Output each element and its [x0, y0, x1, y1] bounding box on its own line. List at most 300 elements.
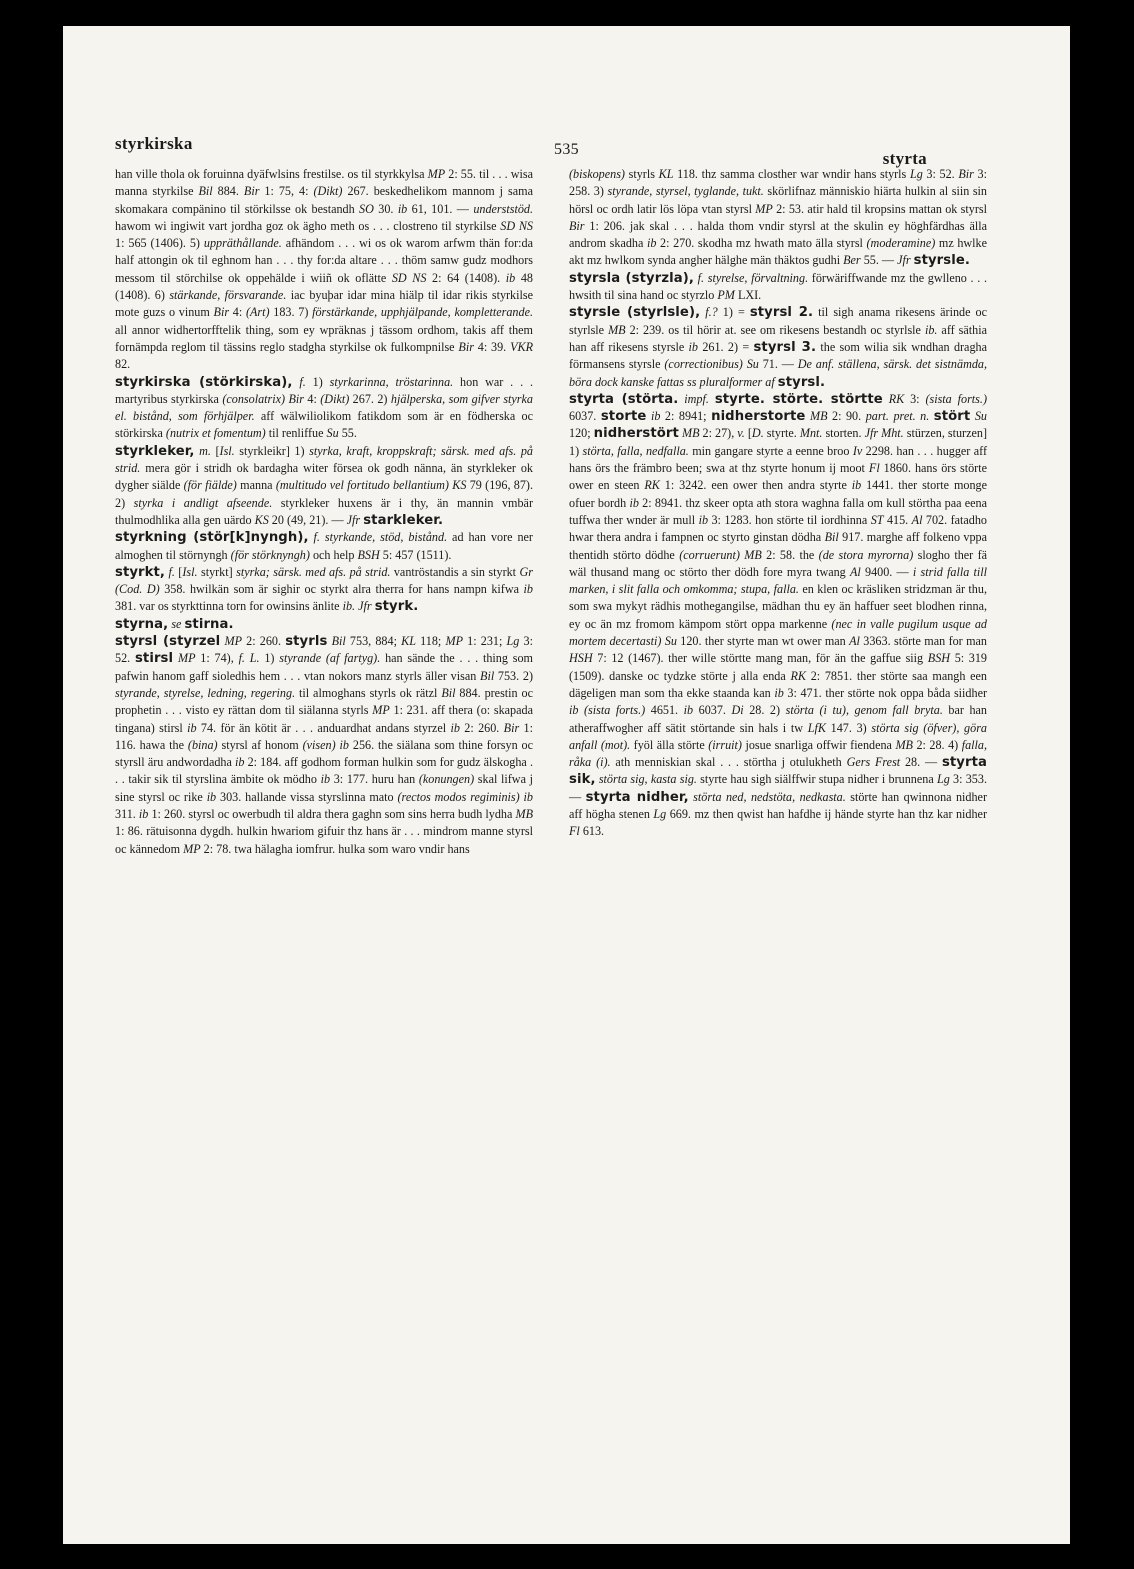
headword: styrte. störte. störtte	[714, 391, 883, 407]
italic-text: Iv	[852, 443, 863, 458]
entry-text: 4651.	[645, 703, 684, 718]
italic-text: part. pret. n.	[865, 409, 930, 424]
italic-text: Gr (Cod. D)	[115, 564, 533, 597]
entry-text: 2298. han . . . hugger aff hans örs the främbro been; swa at thz styrte honum ij moot	[569, 443, 987, 476]
entry-text: 1: 206. jak skal . . . halda thom vndir styrsl at the skulin ey höghfärdhas älla androm skadha	[569, 218, 987, 251]
entry-text: 2: 90.	[827, 409, 866, 424]
italic-text: PM	[717, 288, 735, 303]
entry-text: 2: 58. the	[761, 547, 819, 562]
dictionary-entry	[115, 529, 533, 564]
italic-text: styrande, styrelse, ledning, regering.	[115, 685, 296, 700]
entry-text: störte han qwinnona nidher aff högha stenen	[569, 789, 987, 821]
entry-text: 884. prestin oc prophetin . . . visto ey rättan dom til siälanna styrls	[115, 685, 533, 718]
entry-text: 2: 64 (1408).	[426, 270, 506, 285]
italic-text: (correctionibus)	[664, 357, 743, 372]
entry-text: 147. 3)	[825, 720, 872, 735]
entry-text: LXI.	[734, 288, 762, 303]
entry-text: och help	[309, 547, 358, 562]
italic-text: Bil	[198, 184, 213, 199]
entry-text: 79 (196, 87). 2)	[115, 478, 533, 510]
italic-text: förstärkande, upphjälpande, kompletterande.	[312, 305, 533, 320]
entry-text: [	[744, 426, 752, 441]
italic-text: Bil	[480, 668, 495, 683]
entry-text: 303. hallande vissa styrslinna mato	[216, 789, 398, 804]
dictionary-entry	[115, 166, 533, 374]
entry-text: 267. 2)	[349, 391, 391, 406]
entry-text: en klen oc kräsliken stridzman är thu, som swa mykyt rädhis mothegangilse, mädhan thu ey än haffuer seet blodhen rinna, ey oc än mz fromom kämpom stört oppa markenne	[569, 582, 987, 631]
italic-text: Isl.	[219, 443, 235, 458]
entry-text: 6037.	[693, 703, 732, 718]
entry-text: til sigh anama rikesens ärinde oc styrlsle	[569, 305, 987, 337]
italic-text: SO	[359, 201, 374, 216]
entry-text: stürzen, sturzen] 1)	[569, 426, 987, 458]
entry-text: 753. 2)	[494, 668, 533, 683]
headword: styrta (störta.	[569, 391, 679, 407]
page-number: 535	[554, 141, 579, 158]
italic-text: Jfr	[864, 426, 879, 441]
italic-text: Al	[911, 512, 923, 527]
italic-text: MP	[224, 634, 242, 649]
entry-text: 3: 52.	[922, 167, 959, 181]
italic-text: ib	[505, 270, 516, 285]
italic-text: VKR	[510, 339, 533, 354]
entry-text: 1: 3242. een ower then andra styrte	[659, 478, 852, 493]
entry-text: 1)	[305, 374, 330, 389]
headword: styrls	[285, 634, 328, 650]
entry-text: 2: 184. aff godhom forman hulkin som for gudz älskogha . . . takir sik til styrslina ämbite ok mödho	[115, 755, 533, 787]
headword: styrsl 2.	[749, 305, 814, 321]
italic-text: ib.	[342, 599, 356, 614]
italic-text: hjälperska, som gifver styrka el. bistånd, som förhjälper.	[115, 391, 533, 424]
italic-text: (konungen)	[418, 772, 475, 787]
italic-text: (rectos modos regiminis)	[397, 789, 520, 804]
italic-text: BSH	[357, 547, 380, 562]
italic-text: störta, falla, nedfalla.	[582, 443, 689, 458]
italic-text: v.	[737, 426, 745, 441]
italic-text: Jfr	[358, 599, 372, 614]
italic-text: f.	[168, 564, 175, 579]
entry-text: vantröstandis a sin styrkt	[390, 564, 520, 579]
entry-text: til almoghans styrls ok rätzl	[295, 685, 442, 700]
italic-text: styrka; särsk. med afs. på strid.	[236, 564, 391, 579]
italic-text: ib	[450, 720, 460, 735]
italic-text: styrande (af fartyg).	[279, 651, 381, 666]
italic-text: underststöd.	[473, 201, 534, 216]
italic-text: styrkarinna, tröstarinna.	[329, 374, 454, 389]
entry-text: 3363. störte man for man	[859, 634, 987, 649]
italic-text: MB	[895, 737, 913, 752]
italic-text: Bir	[288, 391, 304, 406]
italic-text: styrka, kraft, kroppskraft; särsk. med afs. på strid.	[115, 443, 533, 476]
right-column	[569, 166, 987, 841]
italic-text: störta sig, kasta sig.	[598, 772, 697, 787]
italic-text: ib	[320, 772, 331, 787]
entry-text: 1)	[259, 651, 280, 666]
entry-text: styrkt]	[197, 564, 237, 579]
italic-text: Al	[849, 634, 860, 649]
italic-text: styrka i andligt afseende.	[133, 495, 273, 510]
dictionary-entry	[115, 564, 533, 616]
italic-text: MP	[445, 634, 463, 649]
entry-text: 3: 177. huru han	[330, 772, 419, 787]
entry-text: 256. the siälana som thine forsyn oc styrsll äru andwordadha	[115, 737, 533, 770]
headword: stört	[933, 409, 971, 425]
entry-text: 1: 74),	[195, 651, 239, 666]
headword: styrkt,	[115, 564, 166, 580]
italic-text: BSH	[927, 651, 951, 666]
italic-text: RK	[644, 478, 660, 493]
entry-text: han ville thola ok foruinna dyäfwlsins frestilse. os til styrkkylsa	[115, 167, 428, 181]
dictionary-entry	[115, 633, 533, 858]
italic-text: De anf. ställena, särsk. det sistnämda, böra dock kanske fattas ss pluralformer af	[569, 357, 988, 389]
headword: stirsl	[134, 651, 174, 667]
entry-text: hon war . . . martyribus styrkirska	[115, 374, 534, 406]
headword: styrsl 3.	[753, 339, 817, 355]
italic-text: se	[171, 616, 182, 631]
dictionary-entry	[569, 270, 987, 305]
italic-text: (Dikt)	[320, 391, 350, 406]
entry-text: styrls	[624, 167, 659, 181]
headword: styrsl (styrzel	[115, 634, 221, 650]
italic-text: Bil	[824, 530, 839, 545]
headword: styrta nidher,	[585, 789, 689, 805]
italic-text: (de stora myrorna)	[818, 547, 914, 562]
headword: storte	[600, 409, 647, 425]
entry-text: aff säthia han aff rikesens styrsle	[569, 322, 987, 354]
dictionary-entry	[569, 166, 987, 270]
dictionary-entry	[569, 304, 987, 390]
entry-text: styrsl af honom	[217, 737, 303, 752]
entry-text: 1: 231. aff thera (o: skapada tingana) stirsl	[115, 703, 533, 735]
entry-text: 3: 52.	[115, 634, 533, 666]
italic-text: KS	[254, 512, 269, 527]
italic-text: Bir	[458, 339, 474, 354]
entry-text: 2: 270. skodha mz hwath mato älla styrsl	[656, 236, 867, 251]
entry-text: 415.	[883, 512, 912, 527]
entry-text: 2: 55. til . . . wisa manna styrkilse	[115, 167, 533, 199]
entry-text: 3: 471. ther störte nok oppa båda siidher	[783, 685, 988, 700]
entry-text: all annor widhertorfftelik thing, som ey wpräknas j tässom ordhom, takis aff them fornämpda reglom til tässins reglo stadgha styrkilse ok fulkompnilse	[115, 322, 533, 354]
left-column	[115, 166, 533, 858]
italic-text: Bir	[958, 167, 974, 181]
entry-text: 1: 75, 4:	[259, 184, 314, 199]
entry-text: mz hwlke akt mz hwlkom synda angher hälghe män thäktos gudhi	[569, 236, 987, 268]
italic-text: Ber	[843, 253, 861, 268]
italic-text: Bir	[569, 218, 585, 233]
entry-text: 6037.	[569, 409, 601, 424]
entry-text: 753, 884;	[345, 634, 402, 649]
italic-text: (moderamine)	[866, 236, 936, 251]
entry-text: 61, 101. —	[407, 201, 474, 216]
entry-text: 20 (49, 21). —	[268, 512, 347, 527]
italic-text: (Dikt)	[313, 184, 343, 199]
italic-text: (nec in valle pugilum usque ad mortem decertasti)	[569, 616, 988, 649]
entry-text: han sände the . . . thing som pafwin hanom gaff sioledhis hem . . . vtan nokors manz styrls äller visan	[115, 651, 533, 683]
italic-text: Lg	[506, 634, 520, 649]
entry-text: josue snarliga offwir fiendena	[741, 737, 896, 752]
entry-text: 55. —	[860, 253, 898, 268]
entry-text: styrkleker huxens är i thy, än mannin vmbär thulmodhlika alla gen uärdo	[115, 495, 533, 527]
headword: styrsl.	[777, 374, 826, 390]
entry-text: afhändom . . . wi os ok warom arfwm thän for:da half attongin ok til eghnom han . . . thy for:da altare . . . thöm samw gudz modhors messom til störchilse ok oppehälde i wiiñ ok oflätte	[115, 236, 534, 285]
entry-text: 183. 7)	[269, 305, 313, 320]
italic-text: störta (i tu), genom fall bryta.	[785, 703, 943, 718]
italic-text: Mnt.	[799, 426, 823, 441]
italic-text: ib	[647, 236, 657, 251]
entry-text: 2: 260.	[459, 720, 504, 735]
entry-text: iac byuþar idar mina hiälp til idar rikis styrkilse mote guzs o vinum	[115, 288, 533, 320]
italic-text: RK	[888, 391, 905, 406]
entry-text: 2: 78. twa hälagha iomfrur. hulka som waro vndir hans	[200, 841, 470, 856]
italic-text: ib	[397, 201, 408, 216]
italic-text: Bir	[503, 720, 520, 735]
italic-text: Bil	[441, 685, 456, 700]
italic-text: Jfr	[897, 253, 911, 268]
italic-text: f.	[313, 530, 320, 545]
entry-text: slogho ther fä wäl thusand mang oc störto ther dödh fore myra twang	[569, 547, 988, 579]
italic-text: (Art)	[245, 305, 270, 320]
headword: nidherstorte	[711, 409, 806, 425]
italic-text: ib	[774, 685, 784, 700]
entry-text: 120;	[569, 426, 594, 441]
italic-text: ib	[235, 755, 245, 770]
italic-text: Lg	[653, 806, 667, 821]
italic-text: ib	[339, 737, 349, 752]
dictionary-entry	[115, 443, 533, 529]
italic-text: ib	[206, 789, 217, 804]
italic-text: uppräthållande.	[203, 236, 282, 251]
italic-text: MP	[427, 167, 446, 181]
italic-text: styrkande, stöd, bistånd.	[324, 530, 448, 545]
entry-text: aff wälwiliolikom fatikdom som är en födherska oc störkirska	[115, 409, 533, 441]
italic-text: f. L.	[238, 651, 260, 666]
italic-text: ib	[523, 789, 533, 804]
italic-text: ib	[851, 478, 862, 493]
headword: stirna.	[184, 616, 234, 632]
italic-text: (för fiälde)	[183, 478, 237, 493]
italic-text: LfK	[807, 720, 826, 735]
italic-text: Bir	[243, 184, 260, 199]
entry-text: 28. —	[900, 755, 942, 770]
italic-text: impf.	[684, 391, 709, 406]
italic-text: (visen)	[302, 737, 336, 752]
entry-text: 1: 86. rätuisonna dygdh. hulkin hwariom gifuir thz hans är . . . mindrom manne styrsl oc kännedom	[115, 824, 533, 856]
headword: styrsle (styrlsle),	[569, 305, 701, 321]
italic-text: ib	[683, 703, 694, 718]
entry-text: förwäriffwande mz the gwlleno . . . hwsith til sina hand oc styrzlo	[569, 270, 987, 303]
italic-text: MP	[372, 703, 390, 718]
running-head-left: styrkirska	[115, 134, 193, 153]
italic-text: Di	[731, 703, 744, 718]
entry-text: 5: 457 (1511).	[379, 547, 452, 562]
italic-text: MP	[755, 201, 773, 216]
italic-text: ib (sista forts.)	[569, 703, 646, 718]
entry-text: [	[210, 443, 220, 458]
italic-text: KS	[452, 478, 467, 493]
italic-text: falla, råka (i).	[569, 737, 987, 770]
italic-text: Bil	[331, 634, 346, 649]
entry-text: 82.	[115, 357, 131, 372]
entry-text: 613.	[579, 824, 605, 839]
italic-text: (consolatrix)	[222, 391, 286, 406]
italic-text: ib	[187, 720, 197, 735]
italic-text: Bir	[213, 305, 230, 320]
italic-text: störta ned, nedstöta, nedkasta.	[693, 789, 846, 804]
headword: styrna,	[115, 616, 169, 632]
entry-text: 358. hwilkän som är sighir oc styrkt alra therra for hans nampn kifwa	[159, 582, 524, 597]
italic-text: HSH	[569, 651, 593, 666]
entry-text: 2: 7851. ther störte saa mangh een dägeligen man som tha ekke staanda kan	[569, 668, 987, 700]
entry-text: 3: 1283. hon störte til iordhinna	[708, 512, 871, 527]
italic-text: stärkande, försvarande.	[169, 288, 287, 303]
italic-text: Su	[746, 357, 759, 372]
italic-text: ib	[629, 495, 639, 510]
entry-text: fyöl älla störte	[630, 737, 709, 752]
italic-text: ST	[870, 512, 884, 527]
entry-text: 4:	[303, 391, 321, 406]
entry-text: 2: 53. atir hald til kropsins mattan ok styrsl	[772, 201, 987, 216]
entry-text: the som wilia sik wndhan dragha förmansens styrsle	[569, 339, 987, 372]
italic-text: KL	[401, 634, 416, 649]
italic-text: Fl	[569, 824, 580, 839]
italic-text: i strid falla till marken, i slit falla och omkomma; stupa, falla.	[569, 564, 987, 597]
italic-text: Lg	[909, 167, 923, 181]
entry-text: styrkleikr] 1)	[234, 443, 310, 458]
dictionary-entry	[569, 391, 987, 841]
italic-text: RK	[790, 668, 806, 683]
running-head-right: styrta	[882, 149, 927, 168]
italic-text: ib	[698, 512, 709, 527]
entry-text: 311.	[115, 806, 139, 821]
headword: styrkirska (störkirska),	[115, 374, 293, 390]
italic-text: MP	[183, 841, 201, 856]
italic-text: (biskopens)	[569, 167, 625, 181]
entry-text: bar han atheraffwogher aff sätit störtande sin hals i tw	[569, 703, 987, 735]
entry-text: 4:	[229, 305, 246, 320]
italic-text: m.	[199, 443, 211, 458]
headword: styrsle.	[913, 253, 971, 269]
entry-text: [	[174, 564, 183, 579]
entry-text: til renliffue	[265, 426, 327, 441]
entry-text: 5: 319 (1509). danske oc tydzke störte j alla enda	[569, 651, 987, 683]
italic-text: MB	[608, 322, 626, 337]
italic-text: D.	[751, 426, 764, 441]
entry-text: 3: 258. 3)	[569, 167, 987, 199]
headword: starkleker.	[363, 512, 444, 528]
italic-text: Su	[326, 426, 339, 441]
entry-text: 71. —	[758, 357, 798, 372]
headword: styrk.	[374, 599, 419, 615]
italic-text: (för störknyngh)	[230, 547, 310, 562]
italic-text: Gers Frest	[846, 755, 901, 770]
entry-text: 669. mz then qwist han hafdhe ij hände styrte han thz kar nidher	[666, 806, 987, 821]
entry-text: styrte hau sigh siälffwir stupa nidher i brunnena	[696, 772, 937, 787]
entry-text: 267. beskedhelikom mannom j sama skomakara compänino til störkilsse ok bestandh	[115, 184, 533, 216]
italic-text: Mht.	[881, 426, 904, 441]
italic-text: Su	[974, 409, 987, 424]
entry-text: 381. var os styrkttinna torn for owinsins änlite	[115, 599, 343, 614]
italic-text: (irruit)	[708, 737, 742, 752]
entry-text: 118. thz samma closther war wndir hans styrls	[673, 167, 910, 181]
italic-text: (sista forts.)	[925, 391, 987, 406]
entry-text: styrte.	[763, 426, 800, 441]
entry-text: 1860. hans örs störte ower en steen	[569, 461, 987, 493]
italic-text: styrelse, förvaltning.	[707, 270, 809, 285]
italic-text: MB	[744, 547, 762, 562]
italic-text: ib	[650, 409, 661, 424]
entry-text: ath menniskian skal . . . störtha j otulukheth	[610, 755, 847, 770]
entry-text: 1: 231;	[462, 634, 507, 649]
headword: styrsla (styrzla),	[569, 270, 694, 286]
italic-text: MP	[177, 651, 196, 666]
headword: styrkning (stör[k]nyngh),	[115, 530, 309, 546]
italic-text: Isl.	[182, 564, 198, 579]
entry-text: 702. fatadho hwar thera andra i fampnen oc styrto ginstan dödha	[569, 512, 987, 545]
entry-text: 28. 2)	[743, 703, 786, 718]
entry-text: 917. marghe aff folkeno vppa thentidh störto dödhe	[569, 530, 987, 562]
entry-text: mera gör i stridh ok bardagha witer försea ok godh nänna, än styrkleker ok dygher siälde	[115, 461, 533, 493]
headword: styrta sik,	[569, 755, 987, 788]
entry-text: hawom wi ingiwit vart jordha goz ok ägho meth os . . . clostreno til styrkilse	[115, 218, 501, 233]
entry-text: 2: 28. 4)	[912, 737, 962, 752]
entry-text: storten.	[822, 426, 865, 441]
italic-text: styrande, styrsel, tyglande, tukt.	[607, 184, 764, 199]
entry-text: 7: 12 (1467). ther wille störtte mang man, för än the gaffue siig	[592, 651, 928, 666]
italic-text: (bina)	[187, 737, 218, 752]
italic-text: ib.	[924, 322, 938, 337]
italic-text: ib	[688, 339, 698, 354]
headword: styrkleker,	[115, 443, 195, 459]
entry-text: 1: 565 (1406). 5)	[115, 236, 204, 251]
italic-text: Fl	[868, 461, 880, 476]
entry-text: 2: 27),	[699, 426, 738, 441]
italic-text: f.?	[705, 305, 718, 320]
italic-text: Jfr	[346, 512, 361, 527]
entry-text: 2: 8941;	[660, 409, 712, 424]
italic-text: ib	[523, 582, 533, 597]
entry-text: 2: 8941. thz skeer opta ath stora waghna falla om kull störtha paa eena tuffwa ther wnder är mull	[569, 495, 987, 527]
italic-text: störta sig (öfver), göra anfall (mot).	[569, 720, 987, 752]
entry-text: 261. 2) =	[698, 339, 754, 354]
entry-text: 1441. ther storte monge ofuer bordh	[569, 478, 987, 510]
entry-text: 3: 353. —	[569, 772, 987, 804]
italic-text: MB	[681, 426, 700, 441]
entry-text: ad han vore ner almoghen til störnyngh	[115, 530, 533, 562]
entry-text: 30.	[373, 201, 398, 216]
entry-text: skal lifwa j sine styrsl oc rike	[115, 772, 533, 804]
italic-text: f.	[299, 374, 306, 389]
entry-text: 2: 239. os til hörir at. see om rikesens bestandh oc styrlsle	[625, 322, 925, 337]
italic-text: Al	[849, 564, 861, 579]
italic-text: KL	[658, 167, 674, 181]
entry-text: 2: 260.	[241, 634, 286, 649]
italic-text: MB	[809, 409, 828, 424]
dictionary-entry	[115, 374, 533, 443]
italic-text: f.	[697, 270, 705, 285]
italic-text: Su	[664, 634, 677, 649]
entry-text: 1: 116. hawa the	[115, 720, 533, 752]
entry-text: 55.	[338, 426, 357, 441]
entry-text: 9400. —	[860, 564, 913, 579]
entry-text: 884.	[212, 184, 244, 199]
entry-text: manna	[236, 478, 276, 493]
entry-text: 118;	[415, 634, 446, 649]
italic-text: ib	[138, 806, 149, 821]
entry-text: 3:	[904, 391, 926, 406]
headword: nidherstört	[593, 426, 679, 442]
entry-text: min gangare styrte a eenne broo	[688, 443, 853, 458]
italic-text: SD NS	[391, 270, 427, 285]
